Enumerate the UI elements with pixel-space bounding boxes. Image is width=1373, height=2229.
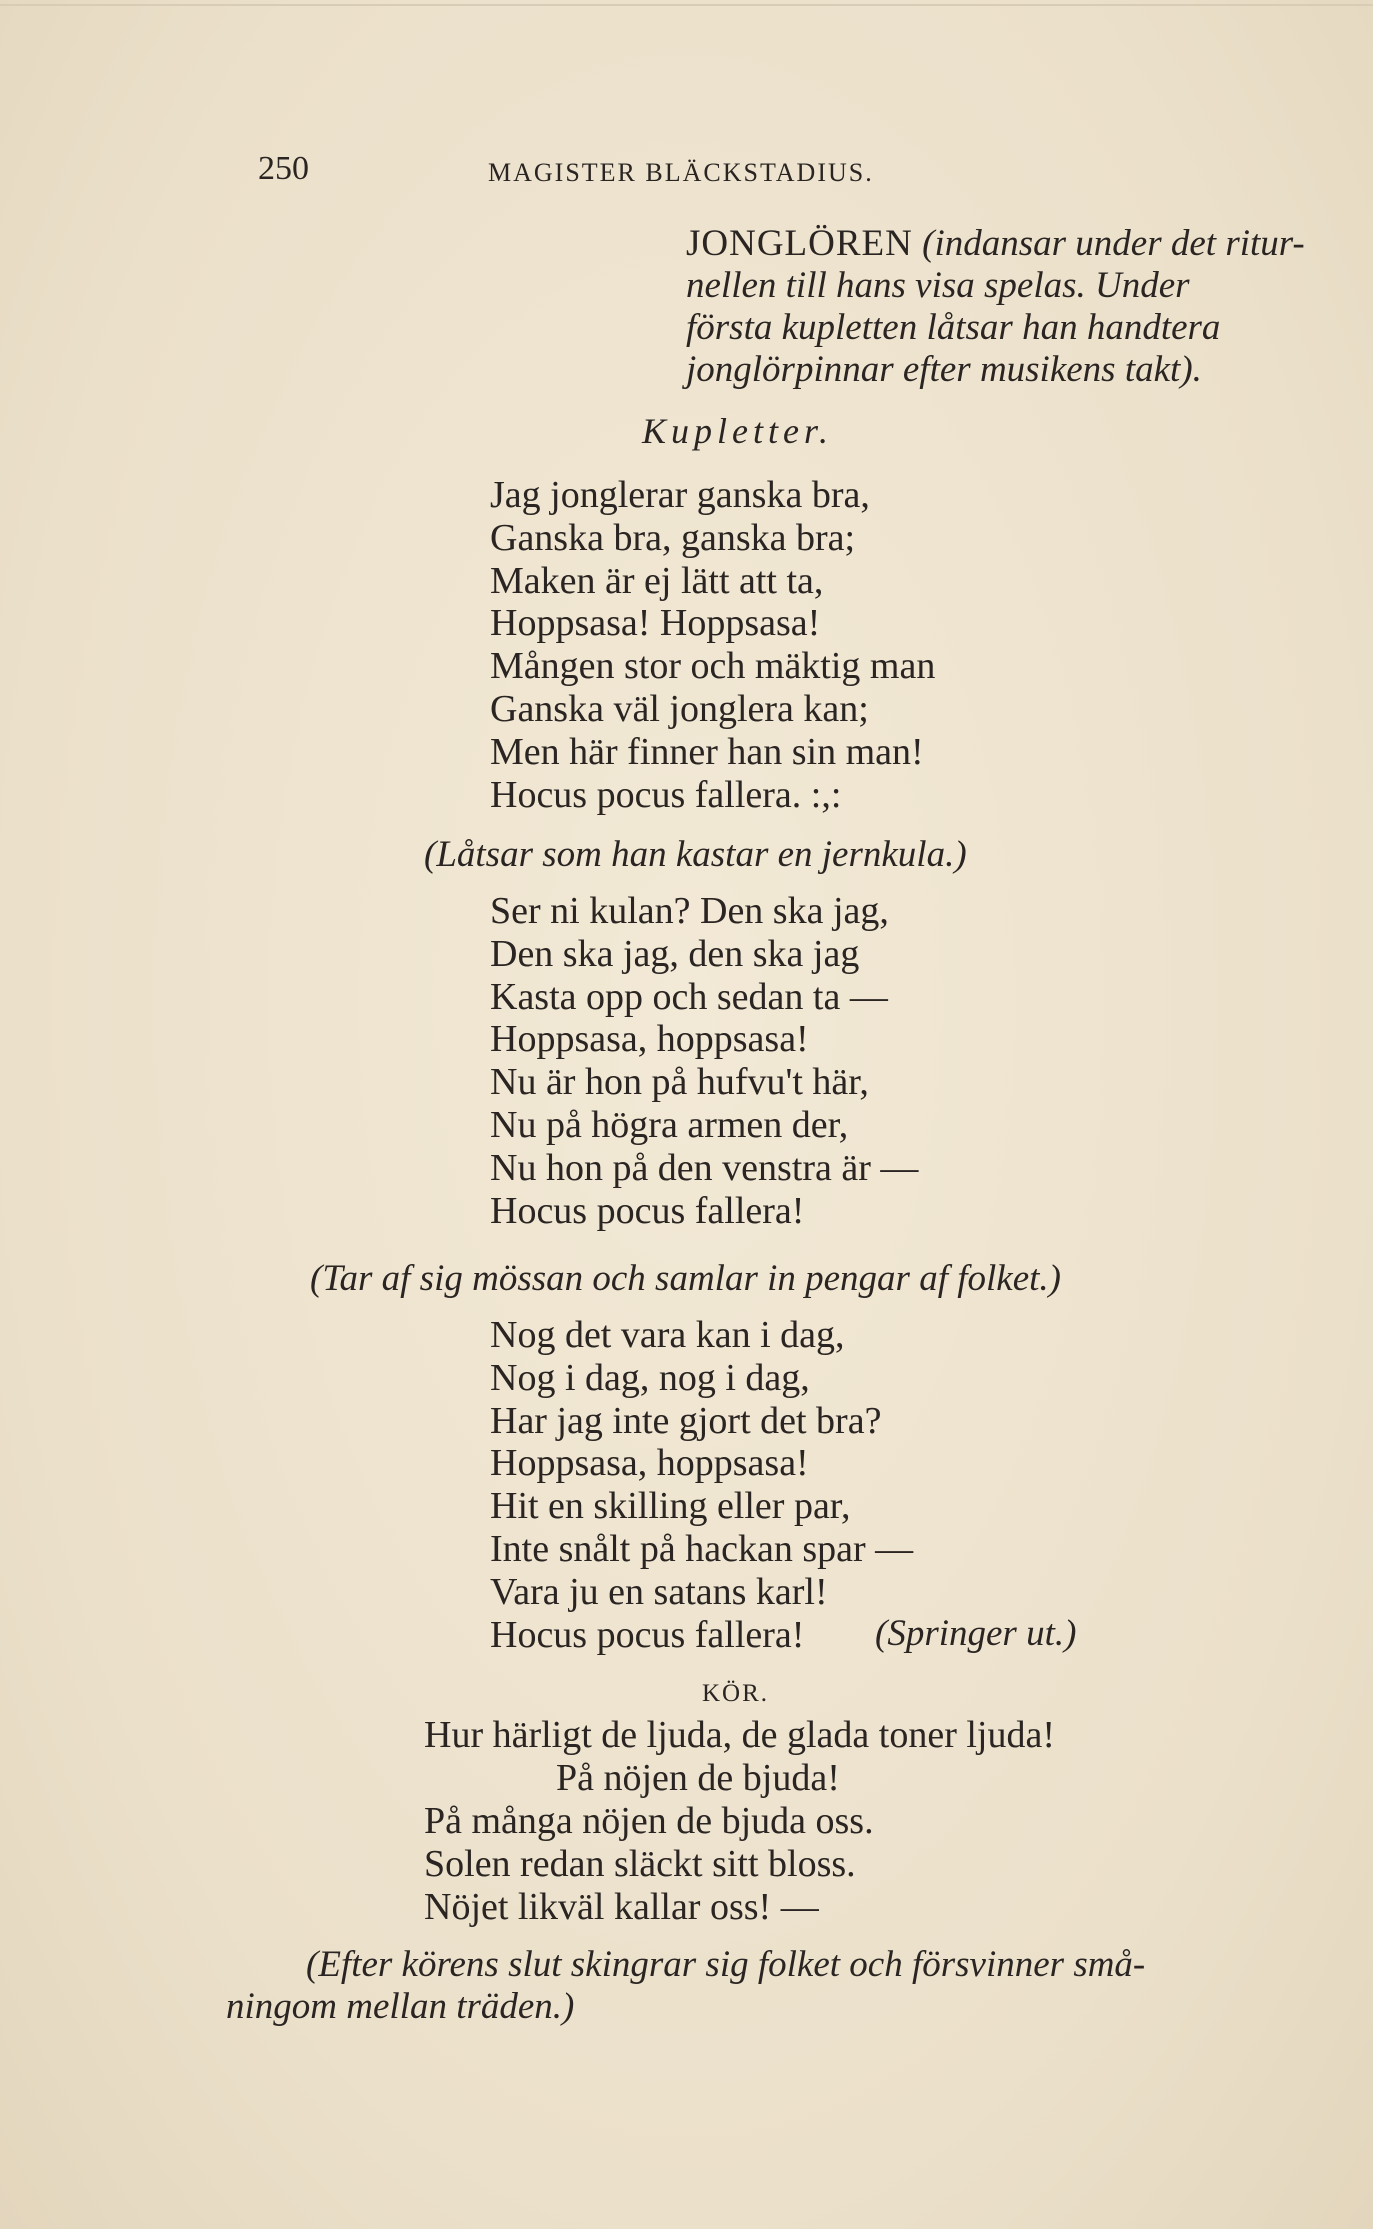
kupletter-heading: Kupletter.	[642, 411, 833, 451]
verse-line: Jag jonglerar ganska bra,	[490, 474, 870, 516]
intro-direction-line-2: nellen till hans visa spelas. Under	[686, 265, 1190, 306]
verse-line: Ser ni kulan? Den ska jag,	[490, 890, 889, 932]
chorus-line-4: Solen redan släckt sitt bloss.	[424, 1843, 856, 1885]
verse-line: Ganska väl jonglera kan;	[490, 687, 869, 730]
stanza-2	[490, 890, 918, 1232]
verse-line: Hocus pocus fallera!	[490, 1189, 805, 1232]
chorus-line-5: Nöjet likväl kallar oss! —	[424, 1886, 819, 1928]
stanza-1	[490, 474, 935, 816]
verse-line: Maken är ej lätt att ta,	[490, 559, 824, 602]
final-direction-line-1: (Efter körens slut skingrar sig folket och försvinner små-	[306, 1944, 1146, 1985]
verse-line: Hoppsasa, hoppsasa!	[490, 1018, 809, 1061]
stage-direction-exit: (Springer ut.)	[875, 1613, 1077, 1654]
verse-line: Nog det vara kan i dag,	[490, 1314, 845, 1356]
verse-line: Men här finner han sin man!	[490, 730, 924, 773]
verse-line: Mången stor och mäktig man	[490, 645, 936, 688]
verse-line: Den ska jag, den ska jag	[490, 932, 860, 975]
stanza-3	[490, 1314, 913, 1656]
verse-line: Nu hon på den venstra är —	[490, 1146, 919, 1189]
top-edge-rule	[0, 4, 1373, 6]
page-number: 250	[258, 150, 309, 187]
chorus-label: KÖR.	[702, 1680, 770, 1707]
chorus-line-2: På nöjen de bjuda!	[556, 1757, 840, 1799]
stage-direction-1: (Låtsar som han kastar en jernkula.)	[424, 834, 967, 875]
running-title: MAGISTER BLÄCKSTADIUS.	[488, 158, 874, 187]
chorus-line-1: Hur härligt de ljuda, de glada toner ljuda!	[424, 1714, 1056, 1756]
verse-line: Har jag inte gjort det bra?	[490, 1399, 882, 1442]
speaker-name: JONGLÖREN	[686, 223, 913, 264]
verse-line: Inte snålt på hackan spar —	[490, 1527, 914, 1570]
verse-line: Hocus pocus fallera. :,:	[490, 773, 842, 816]
verse-line: Nog i dag, nog i dag,	[490, 1356, 810, 1399]
stage-direction-2: (Tar af sig mössan och samlar in pengar af folket.)	[310, 1258, 1061, 1299]
verse-line: Hocus pocus fallera!	[490, 1613, 805, 1656]
verse-line: Kasta opp och sedan ta —	[490, 975, 888, 1018]
intro-direction-line-1: JONGLÖREN (indansar under det ritur-	[686, 223, 1305, 264]
verse-line: Nu på högra armen der,	[490, 1103, 849, 1146]
verse-line: Hit en skilling eller par,	[490, 1485, 851, 1528]
verse-line: Hoppsasa! Hoppsasa!	[490, 602, 821, 645]
verse-line: Nu är hon på hufvu't här,	[490, 1061, 869, 1104]
chorus-line-3: På många nöjen de bjuda oss.	[424, 1800, 874, 1842]
final-direction-line-2: ningom mellan träden.)	[226, 1986, 575, 2027]
verse-line: Ganska bra, ganska bra;	[490, 516, 856, 559]
intro-direction-line-4: jonglörpinnar efter musikens takt).	[686, 349, 1202, 390]
verse-line: Hoppsasa, hoppsasa!	[490, 1442, 809, 1485]
verse-line: Vara ju en satans karl!	[490, 1570, 828, 1613]
intro-direction-line-3: första kupletten låtsar han handtera	[686, 307, 1221, 348]
